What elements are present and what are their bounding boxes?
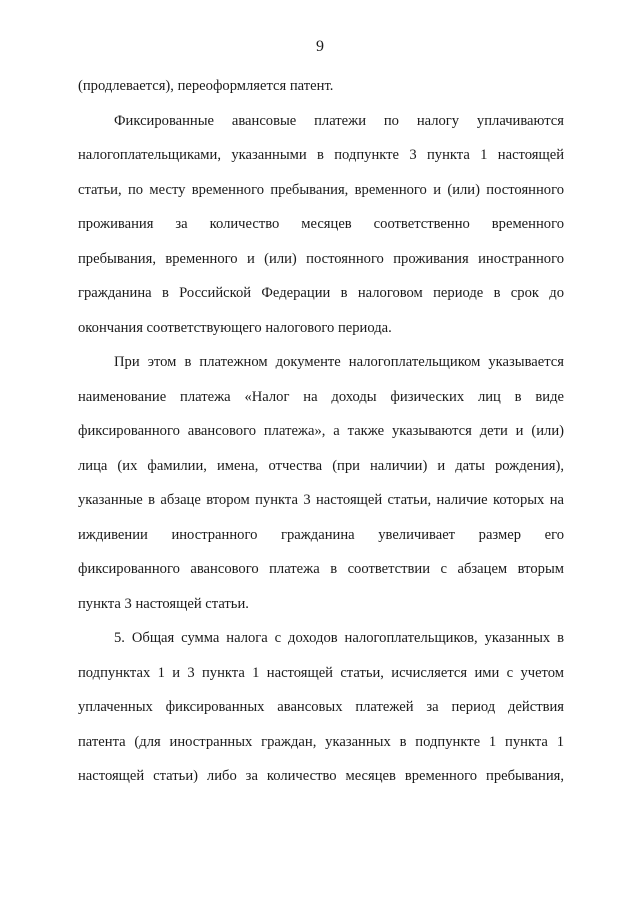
text-line: фиксированного авансового платежа в соответствии с абзацем вторым bbox=[78, 561, 564, 577]
text-line: гражданина в Российской Федерации в налоговом периоде в срок до bbox=[78, 285, 564, 301]
text-line: уплаченных фиксированных авансовых платежей за период действия bbox=[78, 699, 564, 715]
text-line: лица (их фамилии, имена, отчества (при наличии) и даты рождения), bbox=[78, 457, 564, 474]
text-line: пункта 3 настоящей статьи. bbox=[78, 595, 249, 612]
page-number: 9 bbox=[316, 38, 324, 55]
text-line: проживания за количество месяцев соответственно временного bbox=[78, 216, 564, 232]
text-line: наименование платежа «Налог на доходы физических лиц в виде bbox=[78, 388, 564, 405]
text-line: иждивении иностранного гражданина увеличивает размер его bbox=[78, 526, 564, 543]
text-line: 5. Общая сумма налога с доходов налогоплательщиков, указанных в bbox=[114, 630, 564, 646]
text-line: патента (для иностранных граждан, указанных в подпункте 1 пункта 1 bbox=[78, 733, 564, 750]
text-line: Фиксированные авансовые платежи по налогу уплачиваются bbox=[114, 112, 564, 129]
text-line: налогоплательщиками, указанными в подпункте 3 пункта 1 настоящей bbox=[78, 147, 564, 163]
text-line: фиксированного авансового платежа», а также указываются дети и (или) bbox=[78, 423, 564, 439]
text-line: (продлевается), переоформляется патент. bbox=[78, 78, 334, 94]
text-line: подпунктах 1 и 3 пункта 1 настоящей статьи, исчисляется ими с учетом bbox=[78, 664, 564, 681]
text-line: При этом в платежном документе налогоплательщиком указывается bbox=[114, 354, 564, 370]
text-line: пребывания, временного и (или) постоянного проживания иностранного bbox=[78, 250, 564, 267]
text-line: настоящей статьи) либо за количество месяцев временного пребывания, bbox=[78, 768, 564, 784]
body-text bbox=[78, 74, 564, 799]
text-line: статьи, по месту временного пребывания, временного и (или) постоянного bbox=[78, 181, 564, 198]
text-line: указанные в абзаце втором пункта 3 настоящей статьи, наличие которых на bbox=[78, 492, 564, 508]
text-line: окончания соответствующего налогового периода. bbox=[78, 319, 392, 336]
